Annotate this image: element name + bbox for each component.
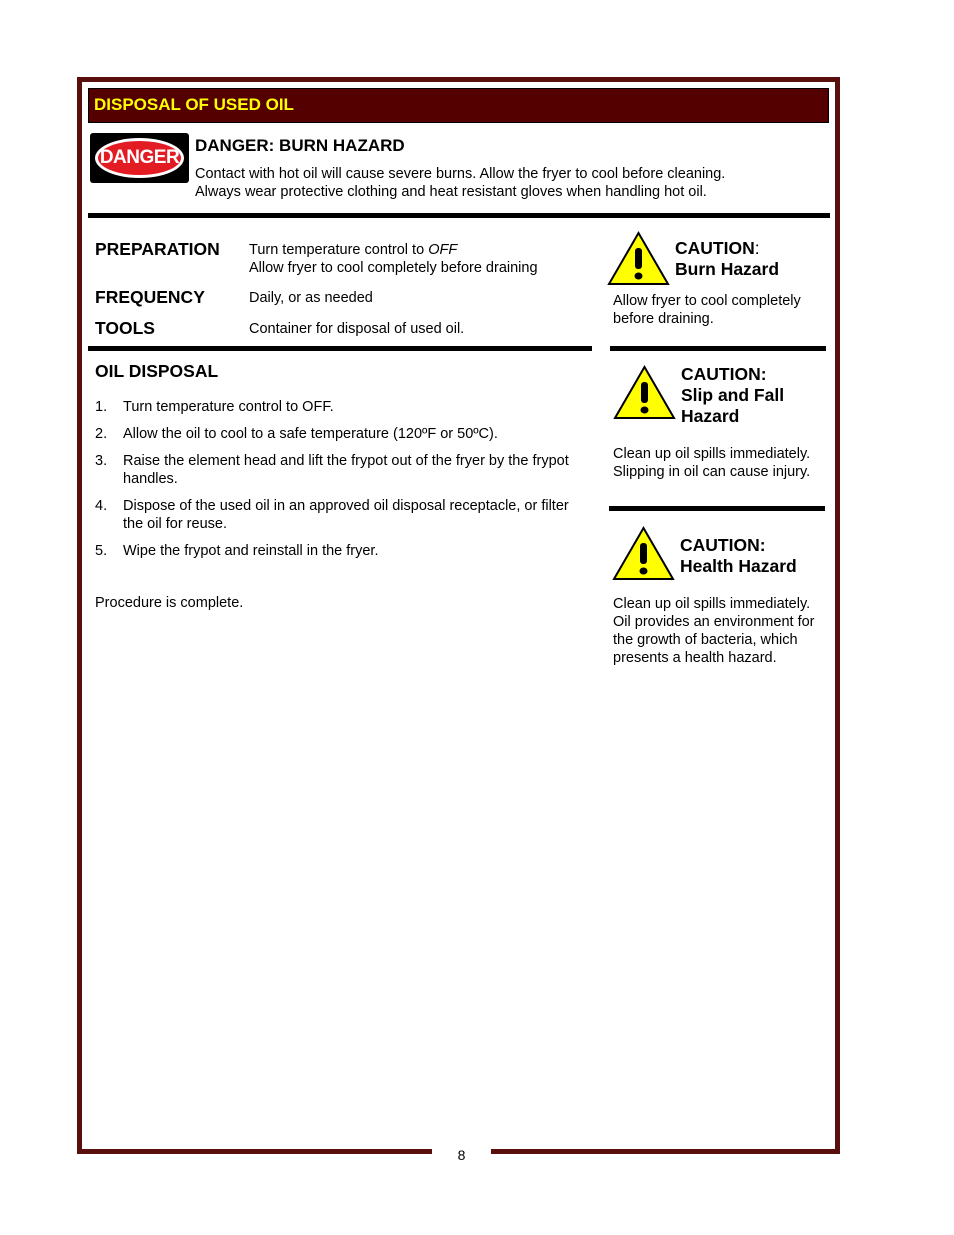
danger-sign-text: DANGER — [98, 141, 181, 175]
danger-line-1: Contact with hot oil will cause severe burns. Allow the fryer to cool before cleaning. — [195, 166, 726, 182]
preparation-value — [249, 241, 538, 277]
tools-value: Container for disposal of used oil. — [249, 321, 465, 337]
caution-triangle-icon — [607, 231, 670, 286]
divider-rule — [88, 346, 592, 351]
tools-label: TOOLS — [95, 318, 155, 338]
preparation-label: PREPARATION — [95, 239, 220, 259]
list-item: 2. Allow the oil to cool to a safe temperature (120ºF or 50ºC). — [95, 426, 498, 442]
section-title: DISPOSAL OF USED OIL — [94, 95, 294, 114]
preparation-line-2: Allow fryer to cool completely before draining — [249, 260, 538, 276]
footer-rule-right — [491, 1149, 840, 1154]
caution-slip-body: Clean up oil spills immediately. Slipping in oil can cause injury. — [613, 446, 811, 480]
caution-health-title: CAUTION: Health Hazard — [680, 535, 797, 576]
danger-heading: DANGER: BURN HAZARD — [195, 136, 405, 155]
divider-rule — [88, 213, 830, 218]
caution-health-body: Clean up oil spills immediately. Oil provides an environment for the growth of bacteria, which presents a health hazard. — [613, 596, 815, 666]
frequency-value: Daily, or as needed — [249, 290, 373, 306]
section-title-bar — [88, 88, 829, 123]
caution-triangle-icon — [613, 365, 676, 420]
divider-rule — [610, 346, 826, 351]
caution-burn-title: CAUTION: Burn Hazard — [675, 238, 780, 279]
divider-rule — [609, 506, 825, 511]
danger-body — [195, 165, 725, 201]
preparation-off: OFF — [428, 242, 458, 258]
procedure-steps — [95, 398, 585, 569]
list-item: 1. Turn temperature control to OFF. — [95, 399, 334, 415]
list-item: 4. Dispose of the used oil in an approved oil disposal receptacle, or filter the oil for reuse. — [95, 498, 569, 532]
danger-line-2: Always wear protective clothing and heat resistant gloves when handling hot oil. — [195, 184, 707, 200]
caution-triangle-icon — [612, 526, 675, 581]
frequency-label: FREQUENCY — [95, 287, 205, 307]
procedure-complete: Procedure is complete. — [95, 595, 244, 611]
list-item: 3. Raise the element head and lift the frypot out of the fryer by the frypot handles. — [95, 453, 569, 487]
caution-slip-title: CAUTION: Slip and Fall Hazard — [681, 364, 785, 426]
caution-burn-body: Allow fryer to cool completely before draining. — [613, 293, 801, 327]
list-item: 5. Wipe the frypot and reinstall in the fryer. — [95, 543, 379, 559]
oil-disposal-heading: OIL DISPOSAL — [95, 361, 219, 381]
preparation-line-1: Turn temperature control to — [249, 242, 429, 258]
footer-rule-left — [77, 1149, 432, 1154]
page-number: 8 — [457, 1147, 466, 1163]
danger-sign-icon — [90, 133, 189, 183]
